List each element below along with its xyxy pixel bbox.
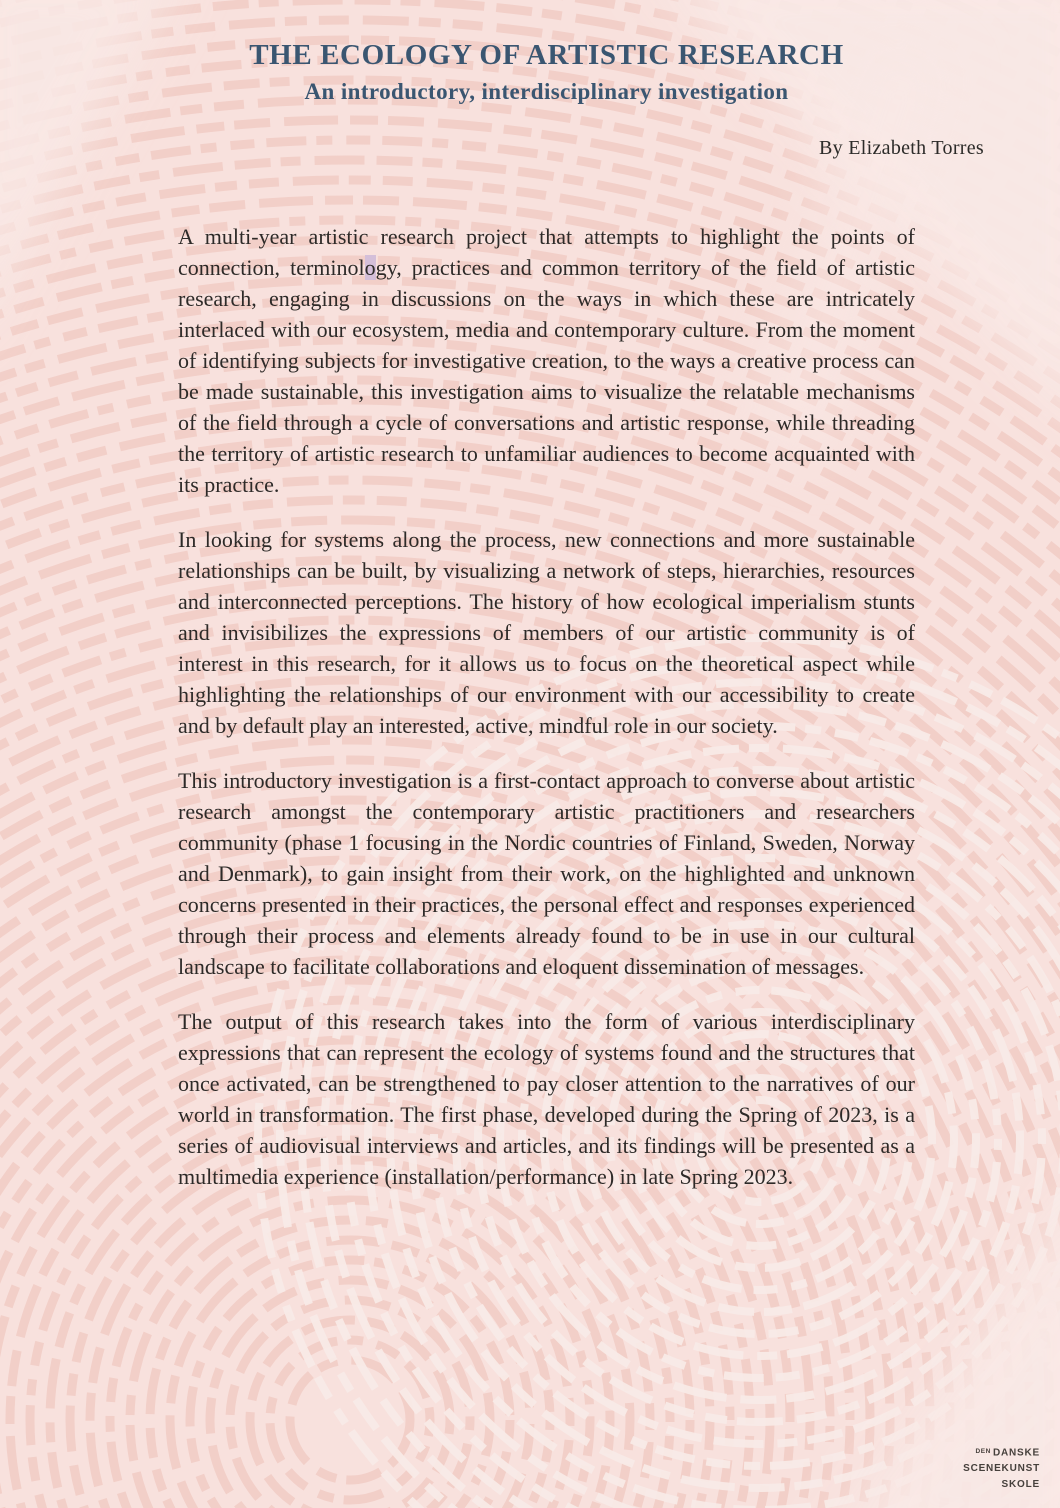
logo-line-1-text: DANSKE — [992, 1447, 1040, 1458]
paragraph-3: This introductory investigation is a first-contact approach to converse about artistic research amongst the contemporary artistic practitioners and researchers community (phase 1 focusing in the Nordic countries of Finland, Sweden, Norway and Denmark), to gain insight from their work, on the highlighted and unknown concerns presented in their practices, the personal effect and responses experienced through their process and elements already found to be in use in our cultural landscape to facilitate collaborations and eloquent dissemination of messages. — [178, 768, 915, 979]
paragraph-1-text-cont: gy, practices and common territory of the field of artistic research, engaging in discussions on the ways in which these are intricately interlaced with our ecosystem, media and contemporary culture. From the moment of identifying subjects for investigative creation, to the ways a creative process can be made sustainable, this investigation aims to visualize the relatable mechanisms of the field through a cycle of conversations and artistic response, while threading the territory of artistic research to unfamiliar audiences to become acquainted with its practice. — [178, 255, 915, 497]
paragraph-1-text: A multi-year artistic research project that attempts to highlight the points of connection, terminol — [178, 224, 915, 280]
page-title: THE ECOLOGY OF ARTISTIC RESEARCH — [249, 39, 844, 71]
school-logo — [963, 1444, 1040, 1494]
selection-highlight: o — [364, 255, 376, 280]
page-subtitle: An introductory, interdisciplinary investigation — [304, 79, 789, 104]
logo-line-3: SKOLE — [1001, 1479, 1040, 1490]
paragraph-2: In looking for systems along the process, new connections and more sustainable relationships can be built, by visualizing a network of steps, hierarchies, resources and interconnected perceptions. The history of how ecological imperialism stunts and invisibilizes the expressions of members of our artistic community is of interest in this research, for it allows us to focus on the theoretical aspect while highlighting the relationships of our environment with our accessibility to create and by default play an interested, active, mindful role in our society. — [178, 527, 915, 738]
logo-prefix: DEN — [975, 1447, 991, 1455]
paragraph-4: The output of this research takes into the form of various interdisciplinary expressions that can represent the ecology of systems found and the structures that once activated, can be strengthened to pay closer attention to the narratives of our world in transformation. The first phase, developed during the Spring of 2023, is a series of audiovisual interviews and articles, and its findings will be presented as a multimedia experience (installation/performance) in late Spring 2023. — [178, 1009, 915, 1189]
logo-line-2: SCENEKUNST — [963, 1463, 1040, 1474]
paragraph-1 — [178, 221, 915, 500]
logo-line-1 — [963, 1444, 1040, 1462]
article-body — [178, 221, 915, 1216]
byline: By Elizabeth Torres — [819, 137, 984, 159]
document-header — [178, 38, 915, 105]
